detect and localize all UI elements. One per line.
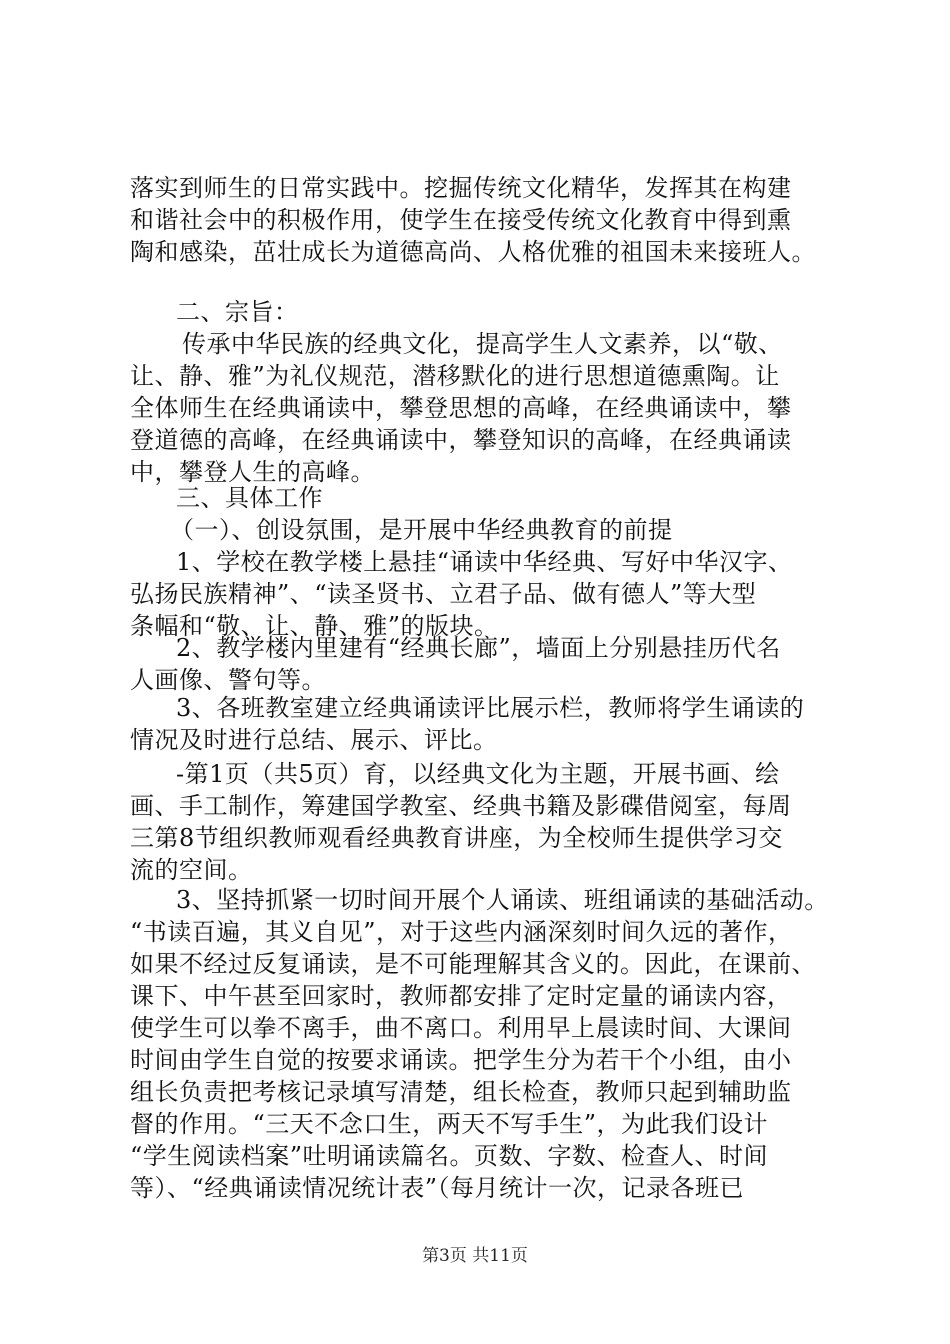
text-line: 1、学校在教学楼上悬挂“诵读中华经典、写好中华汉字、	[176, 548, 793, 576]
text-line: 组长负责把考核记录填写清楚，组长检查，教师只起到辅助监	[130, 1078, 792, 1106]
text-line: 条幅和“敬、让、静、雅”的版块。	[130, 612, 499, 640]
work-item-3	[130, 692, 830, 756]
text-line: “学生阅读档案”吐明诵读篇名。页数、字数、检查人、时间	[130, 1142, 769, 1170]
text-line: 中，攀登人生的高峰。	[130, 458, 375, 486]
text-line: 时间由学生自觉的按要求诵读。把学生分为若干个小组，由小	[130, 1046, 792, 1074]
purpose-paragraph	[130, 328, 830, 488]
text-line: 传承中华民族的经典文化，提高学生人文素养，以“敬、	[182, 330, 783, 358]
text-line: 落实到师生的日常实践中。挖掘传统文化精华，发挥其在构建	[130, 174, 792, 202]
work-item-mixed	[130, 758, 830, 886]
text-line: 3、坚持抓紧一切时间开展个人诵读、班组诵读的基础活动。	[176, 886, 829, 914]
work-item-3-reading	[130, 884, 830, 1204]
text-line: 3、各班教室建立经典诵读评比展示栏，教师将学生诵读的	[176, 694, 805, 722]
text-line: 陶和感染，茁壮成长为道德高尚、人格优雅的祖国未来接班人。	[130, 238, 816, 266]
page-number-footer: 第3页 共11页	[422, 1246, 528, 1266]
text-line: 弘扬民族精神”、“读圣贤书、立君子品、做有德人”等大型	[130, 580, 757, 608]
work-item-2	[130, 632, 830, 696]
text-line: 和谐社会中的积极作用，使学生在接受传统文化教育中得到熏	[130, 206, 792, 234]
text-line: 登道德的高峰，在经典诵读中，攀登知识的高峰，在经典诵读	[130, 426, 792, 454]
text-line: 如果不经过反复诵读，是不可能理解其含义的。因此，在课前、	[130, 950, 816, 978]
text-line: 画、手工制作，筹建国学教室、经典书籍及影碟借阅室，每周	[130, 792, 792, 820]
text-line: 让、静、雅”为礼仪规范，潜移默化的进行思想道德熏陶。让	[130, 362, 780, 390]
text-line: 督的作用。“三天不念口生，两天不写手生”，为此我们设计	[130, 1110, 769, 1138]
text-line: 情况及时进行总结、展示、评比。	[130, 726, 498, 754]
text-line: 2、教学楼内里建有“经典长廊”，墙面上分别悬挂历代名	[176, 634, 781, 662]
text-line: 流的空间。	[130, 856, 253, 884]
text-line: 全体师生在经典诵读中，攀登思想的高峰，在经典诵读中，攀	[130, 394, 792, 422]
subsection-heading: （一）、创设氛围，是开展中华经典教育的前提	[170, 516, 673, 544]
section-heading-purpose: 二、宗旨：	[176, 298, 299, 326]
text-line: 人画像、警句等。	[130, 666, 326, 694]
text-line: 课下、中午甚至回家时，教师都安排了定时定量的诵读内容，	[130, 982, 792, 1010]
text-line: 等）、“经典诵读情况统计表”（每月统计一次，记录各班已	[130, 1174, 745, 1202]
text-line: 三第8节组织教师观看经典教育讲座，为全校师生提供学习交	[130, 824, 783, 852]
intro-paragraph	[130, 172, 830, 268]
text-line: 使学生可以拳不离手，曲不离口。利用早上晨读时间、大课间	[130, 1014, 792, 1042]
section-heading-work: 三、具体工作	[176, 484, 323, 512]
text-line: “书读百遍，其义自见”，对于这些内涵深刻时间久远的著作，	[130, 918, 793, 946]
work-item-1	[130, 546, 830, 642]
text-line: -第1页（共5页）育，以经典文化为主题，开展书画、绘	[176, 760, 780, 788]
